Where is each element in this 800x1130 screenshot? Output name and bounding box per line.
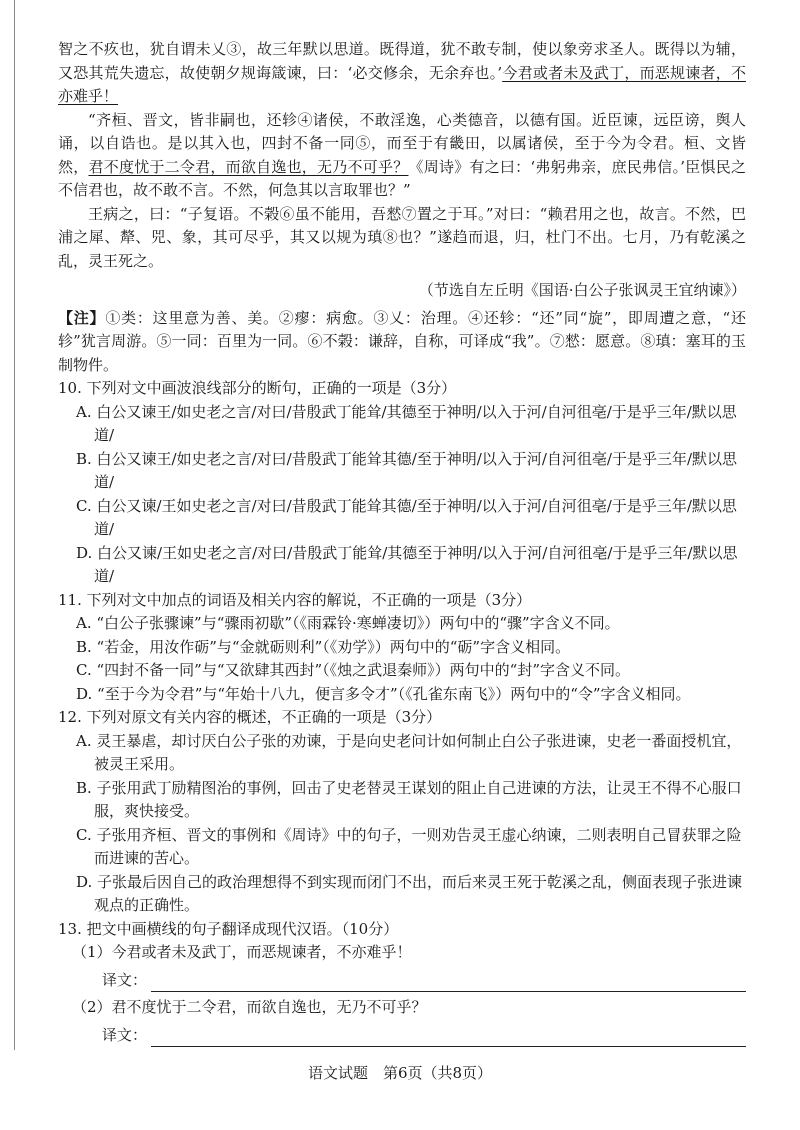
- binding-margin-line: [14, 0, 15, 1050]
- annotation-notes: [58, 307, 746, 378]
- question-11-option-d: D. “至于今为令君”与“年始十八九，便言多令才”（《孔雀东南飞》）两句中的“令”字含义相同。: [76, 684, 691, 703]
- passage-paragraph-1: 智之不疚也，犹自谓未乂③，故三年默以思道。既得道，犹不敢专制，使以象旁求圣人。既得以为辅，又恐其荒失遗忘，故使朝夕规诲箴谏，曰：‘必交修余，无余弃也。’今君或者未及武丁，而恶规谏者，不亦难乎！: [58, 40, 746, 105]
- question-12-stem: 12. 下列对原文有关内容的概述，不正确的一项是（3分）: [58, 708, 442, 726]
- question-11-option-a: A. “白公子张骤谏”与“骤雨初歇”（《雨霖铃·寒蝉凄切》）两句中的“骤”字含义不同。: [76, 614, 620, 632]
- question-12-option-d: D. 子张最后因自己的政治理想得不到实现而闭门不出，而后来灵王死于乾溪之乱，侧面表现子张进谏观点的正确性。: [76, 872, 743, 914]
- question-10-option-d: D. 白公又谏/王如史老之言/对曰/昔殷武丁能耸/其德至于神明/以入于河/自河徂亳/于是乎三年/默以思道/: [76, 543, 738, 585]
- answer-label-2: 译文：: [102, 1025, 148, 1044]
- question-11-option-c: C. “四封不备一同”与“又欲肆其西封”（《烛之武退秦师》）两句中的“封”字含义不同。: [76, 661, 630, 679]
- answer-line-1[interactable]: [102, 969, 746, 993]
- answer-label-1: 译文：: [102, 970, 148, 989]
- question-10-option-a: A. 白公又谏王/如史老之言/对曰/昔殷武丁能耸/其德至于神明/以入于河/自河徂亳/于是乎三年/默以思道/: [76, 402, 737, 444]
- passage-paragraph-2: “齐桓、晋文，皆非嗣也，还轸④诸侯，不敢淫逸，心类德音，以德有国。近臣谏，远臣谤，舆人诵，以自诰也。是以其入也，四封不备一同⑤，而至于有畿田，以属诸侯，至于今为令君。桓、文皆然，君不度忧于二令君，而欲自逸也，无乃不可乎？《周诗》有之曰：‘弗躬弗亲，庶民弗信。’臣惧民之不信君也，故不敢不言。不然，何急其以言取罪也？”: [58, 110, 746, 199]
- question-11-option-b: B. “若金，用汝作砺”与“金就砺则利”（《劝学》）两句中的“砺”字含义相同。: [76, 637, 571, 656]
- question-11-stem: 11. 下列对文中加点的词语及相关内容的解说，不正确的一项是（3分）: [58, 590, 532, 609]
- question-12-option-c: C. 子张用齐桓、晋文的事例和《周诗》中的句子，一则劝告灵王虚心纳谏，二则表明自己冒获罪之险而进谏的苦心。: [76, 825, 742, 867]
- question-13-stem: 13. 把文中画横线的句子翻译成现代汉语。（10分）: [58, 919, 399, 938]
- notes-label: 【注】: [58, 308, 106, 327]
- passage-source: （节选自左丘明《国语·白公子张讽灵王宜纳谏》）: [418, 281, 746, 299]
- question-10-stem: 10. 下列对文中画波浪线部分的断句，正确的一项是（3分）: [58, 379, 457, 397]
- question-10-option-c: C. 白公又谏/王如史老之言/对曰/昔殷武丁能耸其德/至于神明/以入于河/自河徂亳/于是乎三年/默以思道/: [76, 496, 737, 538]
- answer-blank-1[interactable]: [151, 973, 746, 992]
- page-footer: 语文试题 第6页（共8页）: [307, 1064, 493, 1082]
- passage-paragraph-3: 王病之，曰：“子复语。不榖⑥虽不能用，吾憖⑦置之于耳。”对曰：“赖君用之也，故言。不然，巴浦之犀、犛、兕、象，其可尽乎，其又以规为瑱⑧也？”遂趋而退，归，杜门不出。七月，乃有乾溪之乱，灵王死之。: [58, 204, 746, 270]
- answer-line-2[interactable]: [102, 1024, 746, 1048]
- question-13-sentence-1: （1）今君或者未及武丁，而恶规谏者，不亦难乎！: [72, 943, 412, 961]
- answer-blank-2[interactable]: [151, 1028, 746, 1047]
- page-content: [58, 38, 746, 1051]
- underlined-sentence-1: 今君或者未及武丁，而恶规谏者，不亦难乎！: [58, 63, 746, 105]
- question-12-option-a: A. 灵王暴虐，却讨厌白公子张的劝谏，于是向史老问计如何制止白公子张进谏，史老一番面授机宜，被灵王采用。: [76, 731, 742, 773]
- underlined-sentence-2: 君不度忧于二令君，而欲自逸也，无乃不可乎？: [88, 157, 409, 176]
- notes-text: ①类：这里意为善、美。②瘳：病愈。③乂：治理。④还轸：“还”同“旋”，即周遭之意，“还轸”犹言周游。⑤一同：百里为一同。⑥不榖：谦辞，自称，可译成“我”。⑦憖：愿意。⑧瑱：塞耳的玉制物件。: [58, 308, 746, 374]
- question-13-sentence-2: （2）君不度忧于二令君，而欲自逸也，无乃不可乎？: [72, 998, 427, 1016]
- question-10-option-b: B. 白公又谏王/如史老之言/对曰/昔殷武丁能耸其德/至于神明/以入于河/自河徂亳/于是乎三年/默以思道/: [76, 449, 737, 491]
- question-12-option-b: B. 子张用武丁励精图治的事例，回击了史老替灵王谋划的阻止自己进谏的方法，让灵王不得不心服口服，爽快接受。: [76, 778, 742, 820]
